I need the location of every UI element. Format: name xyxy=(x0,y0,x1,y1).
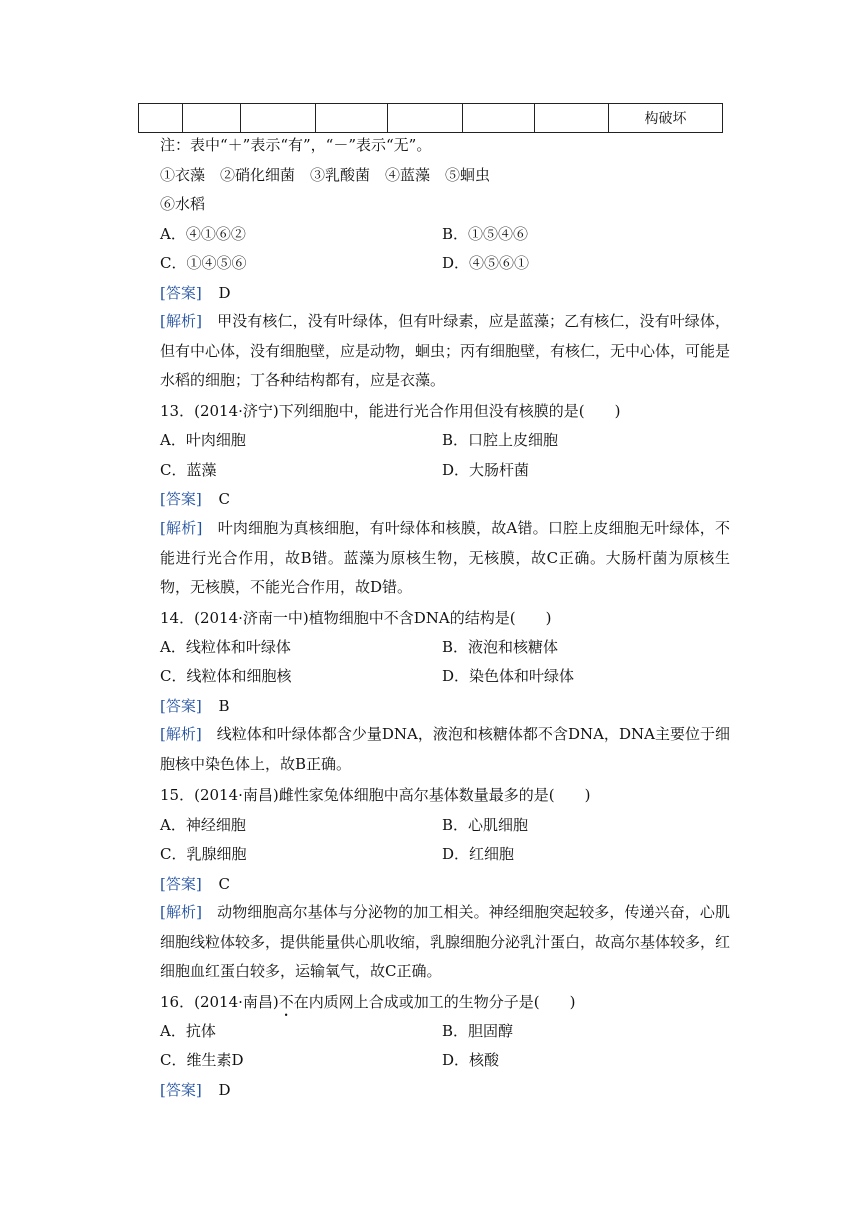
option-d: D．染色体和叶绿体 xyxy=(442,667,575,685)
analysis-paragraph xyxy=(160,514,730,603)
question-stem: 14．(2014·济南一中)植物细胞中不含DNA的结构是( ) xyxy=(160,609,552,627)
answer-value: D xyxy=(218,1081,231,1099)
option-b: B．心肌细胞 xyxy=(442,816,529,834)
option-d: D．红细胞 xyxy=(442,845,515,863)
analysis-paragraph xyxy=(160,720,730,779)
option-b: B．液泡和核糖体 xyxy=(442,638,559,656)
option-c: C．蓝藻 xyxy=(160,461,217,479)
table-cell: 构破坏 xyxy=(609,104,723,133)
option-d: D．大肠杆菌 xyxy=(442,461,530,479)
option-a: A．线粒体和叶绿体 xyxy=(160,638,291,656)
answer-line xyxy=(160,1080,231,1100)
organism-list: ①衣藻 ②硝化细菌 ③乳酸菌 ④蓝藻 ⑤蛔虫 xyxy=(160,166,491,184)
answer-line xyxy=(160,696,230,716)
question-stem: 13．(2014·济宁)下列细胞中，能进行光合作用但没有核膜的是( ) xyxy=(160,402,621,420)
answer-tag: [答案] xyxy=(160,1081,202,1099)
table-row xyxy=(139,104,723,133)
question-stem xyxy=(160,992,575,1020)
answer-tag: [答案] xyxy=(160,697,202,715)
answer-value: D xyxy=(218,284,231,302)
answer-tag: [答案] xyxy=(160,490,202,508)
option-b: B．胆固醇 xyxy=(442,1022,514,1040)
option-a: A．叶肉细胞 xyxy=(160,431,246,449)
table-fragment xyxy=(138,103,723,133)
analysis-text: 线粒体和叶绿体都含少量DNA，液泡和核糖体都不含DNA，DNA主要位于细胞核中染色体上，故B正确。 xyxy=(160,725,730,773)
stem-rest: 在内质网上合成或加工的生物分子是( ) xyxy=(293,993,576,1011)
option-c: C．①④⑤⑥ xyxy=(160,254,247,272)
option-c: C．线粒体和细胞核 xyxy=(160,667,292,685)
answer-tag: [答案] xyxy=(160,284,202,302)
answer-value: C xyxy=(218,875,230,893)
stem-prefix: 16．(2014·南昌) xyxy=(160,993,279,1011)
analysis-paragraph xyxy=(160,307,730,396)
option-c: C．乳腺细胞 xyxy=(160,845,247,863)
stem-emphasis: 不 xyxy=(278,993,294,1011)
analysis-paragraph xyxy=(160,898,730,987)
option-d: D．核酸 xyxy=(442,1051,500,1069)
answer-line xyxy=(160,283,231,303)
option-a: A．抗体 xyxy=(160,1022,216,1040)
analysis-tag: [解析] xyxy=(160,312,202,330)
organism-list-cont: ⑥水稻 xyxy=(160,195,206,213)
option-b: B．口腔上皮细胞 xyxy=(442,431,559,449)
answer-line xyxy=(160,489,230,509)
analysis-tag: [解析] xyxy=(160,519,203,537)
analysis-text: 叶肉细胞为真核细胞，有叶绿体和核膜，故A错。口腔上皮细胞无叶绿体，不能进行光合作用，故B错。蓝藻为原核生物，无核膜，故C正确。大肠杆菌为原核生物，无核膜，不能光合作用，故D错。 xyxy=(160,519,730,596)
analysis-text: 动物细胞高尔基体与分泌物的加工相关。神经细胞突起较多，传递兴奋，心肌细胞线粒体较多，提供能量供心肌收缩，乳腺细胞分泌乳汁蛋白，故高尔基体较多，红细胞血红蛋白较多，运输氧气，故C正确。 xyxy=(160,903,731,980)
table-note: 注：表中“＋”表示“有”，“－”表示“无”。 xyxy=(160,136,432,154)
answer-value: C xyxy=(218,490,230,508)
option-a: A．神经细胞 xyxy=(160,816,246,834)
option-d: D．④⑤⑥① xyxy=(442,254,530,272)
answer-value: B xyxy=(218,697,230,715)
analysis-text: 甲没有核仁，没有叶绿体，但有叶绿素，应是蓝藻；乙有核仁，没有叶绿体，但有中心体，没有细胞壁，应是动物，蛔虫；丙有细胞壁，有核仁，无中心体，可能是水稻的细胞；丁各种结构都有，应是衣藻。 xyxy=(160,312,731,389)
question-stem: 15．(2014·南昌)雌性家兔体细胞中高尔基体数量最多的是( ) xyxy=(160,786,591,804)
analysis-tag: [解析] xyxy=(160,903,202,921)
option-c: C．维生素D xyxy=(160,1051,244,1069)
answer-tag: [答案] xyxy=(160,875,202,893)
answer-line xyxy=(160,874,230,894)
option-a: A．④①⑥② xyxy=(160,225,246,243)
option-b: B．①⑤④⑥ xyxy=(442,225,529,243)
analysis-tag: [解析] xyxy=(160,725,202,743)
